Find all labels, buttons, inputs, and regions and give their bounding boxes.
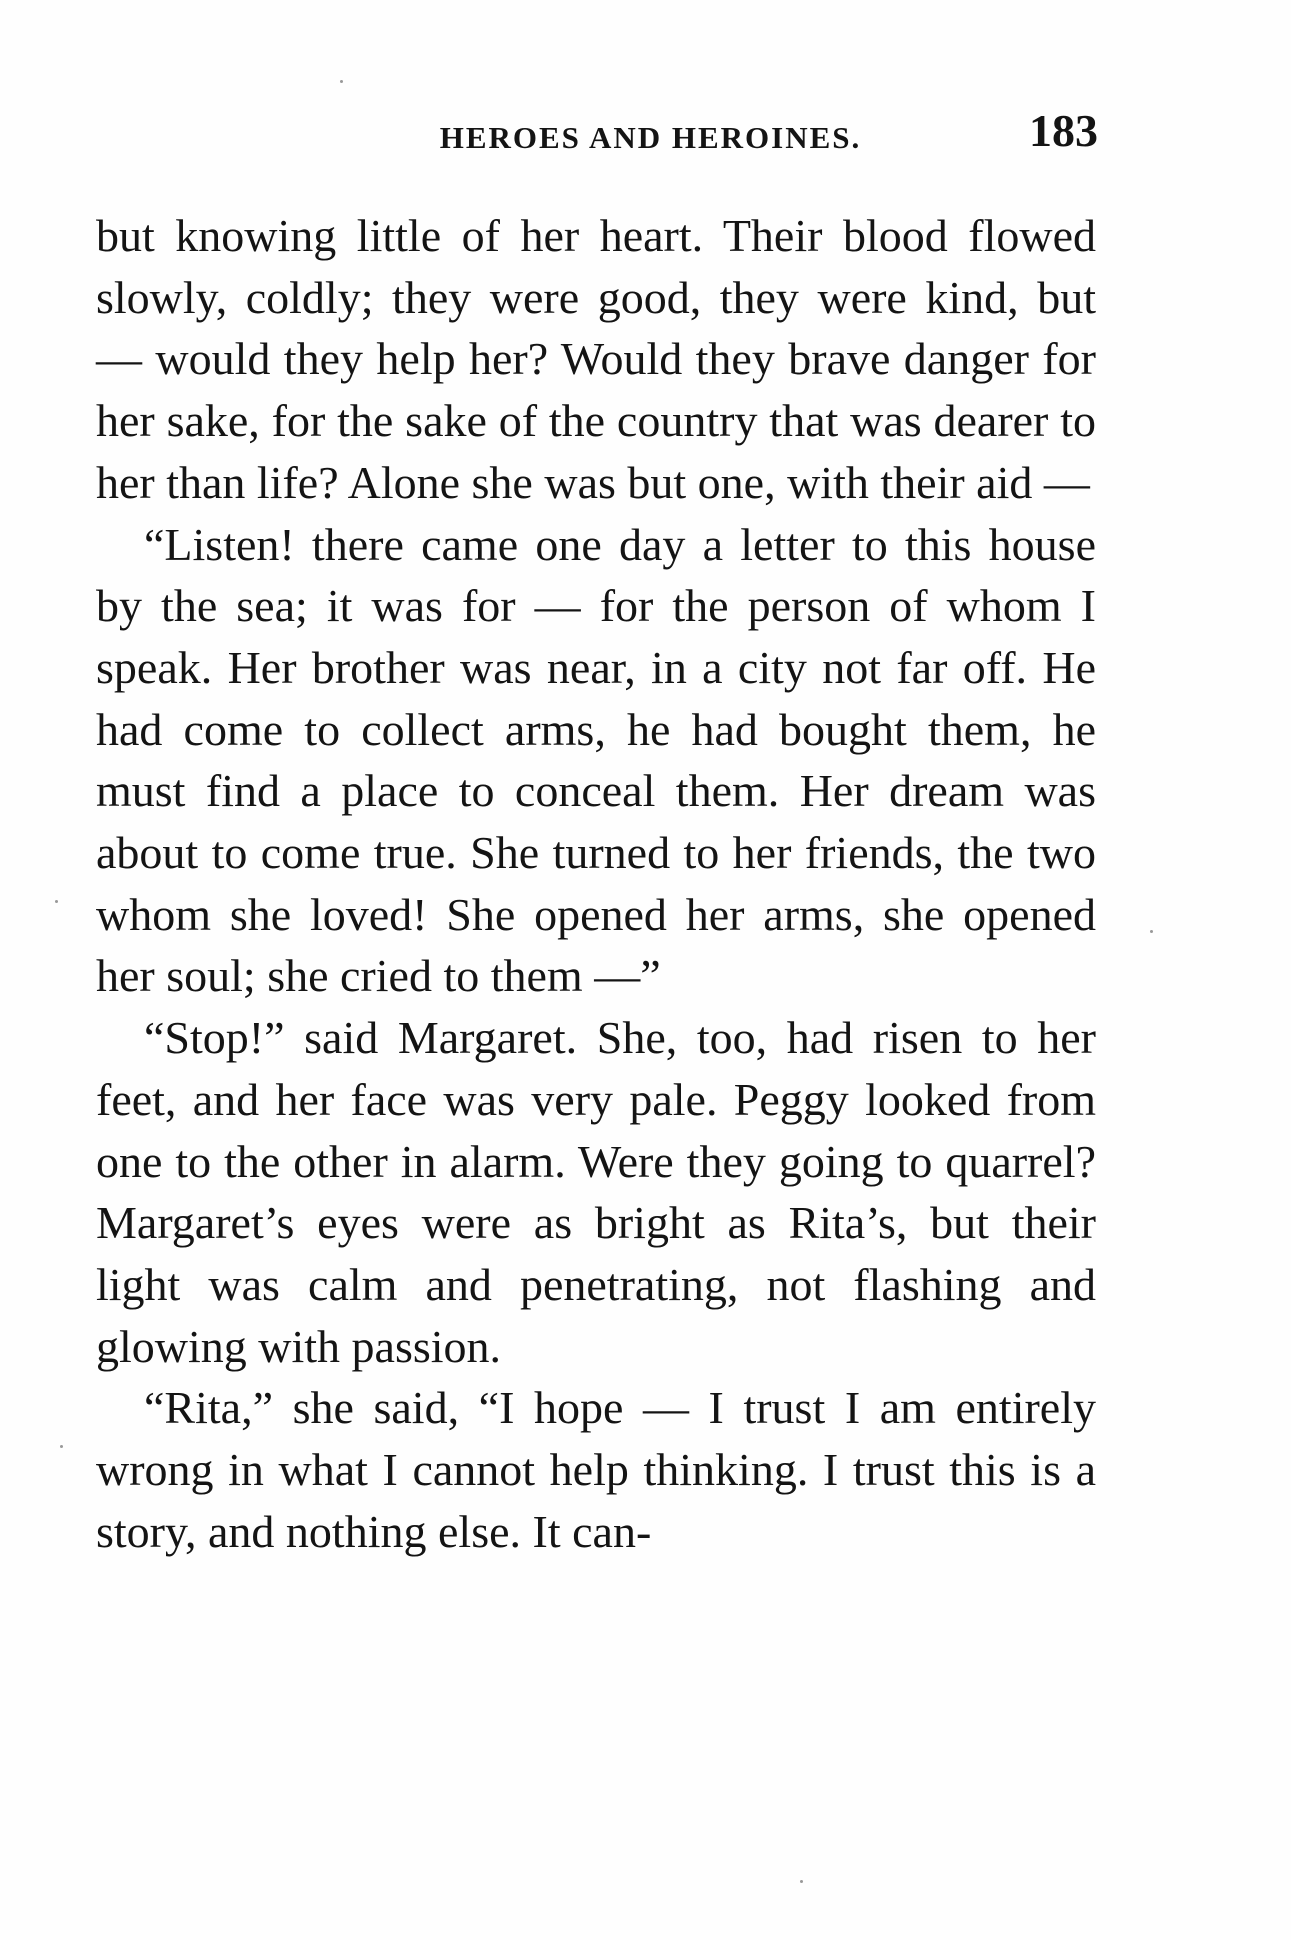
page-number: 183 bbox=[1029, 105, 1098, 156]
paragraph: “Stop!” said Margaret. She, too, had risen to her feet, and her face was very pale. Peggy looked from one to the other in alarm. Were they going to quarrel? Margaret’s eyes were as bright as Rita’s, but their light was calm and penetrating, not flashing and glowing with passion. bbox=[96, 1012, 1096, 1372]
paper-speck bbox=[55, 900, 58, 903]
running-title: HEROES AND HEROINES. bbox=[439, 120, 862, 155]
paper-speck bbox=[800, 1880, 803, 1883]
paper-speck bbox=[60, 1445, 63, 1448]
paragraph: “Rita,” she said, “I hope — I trust I am entirely wrong in what I cannot help thinking. I trust this is a story, and nothing else. It can- bbox=[96, 1382, 1096, 1557]
paragraph: but knowing little of her heart. Their blood flowed slowly, coldly; they were good, they were kind, but — would they help her? Would they brave danger for her sake, for the sake of the country that was dearer to her than life? Alone she was but one, with their aid — bbox=[96, 210, 1096, 508]
paper-speck bbox=[340, 80, 343, 83]
paragraph: “Listen! there came one day a letter to this house by the sea; it was for — for the person of whom I speak. Her brother was near, in a city not far off. He had come to collect arms, he had bought them, he must find a place to conceal them. Her dream was about to come true. She turned to her friends, the two whom she loved! She opened her arms, she opened her soul; she cried to them —” bbox=[96, 518, 1096, 1002]
body-text bbox=[96, 205, 1096, 1562]
paper-speck bbox=[1150, 930, 1153, 933]
